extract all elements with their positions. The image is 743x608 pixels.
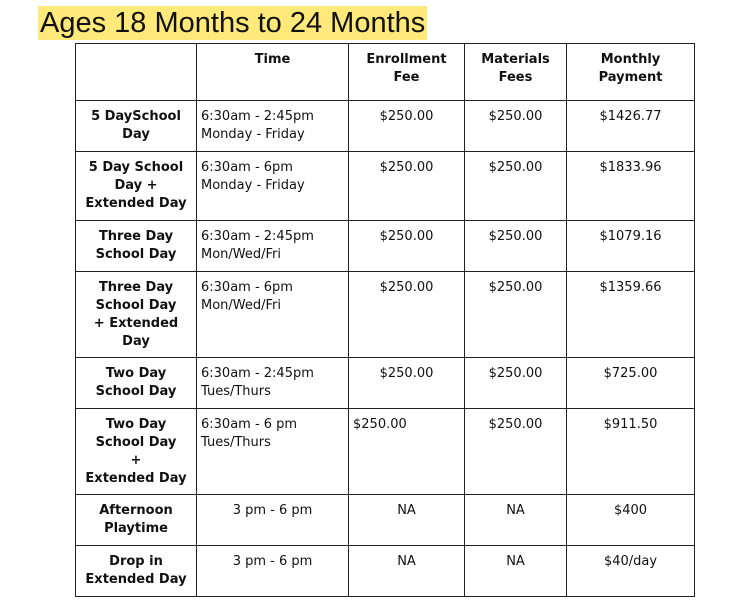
page-title: Ages 18 Months to 24 Months — [40, 7, 426, 39]
materials-fee-cell: $250.00 — [465, 152, 567, 221]
time-cell: 3 pm - 6 pm — [197, 495, 349, 546]
table-row — [76, 409, 695, 495]
time-cell: 6:30am - 6pm Monday - Friday — [197, 152, 349, 221]
header-time: Time — [197, 44, 349, 101]
enrollment-fee-cell: $250.00 — [349, 152, 465, 221]
monthly-payment-cell: $1079.16 — [567, 221, 695, 272]
enrollment-fee-cell: $250.00 — [349, 272, 465, 358]
materials-fee-cell: NA — [465, 546, 567, 597]
fee-table — [75, 43, 695, 597]
table-row — [76, 221, 695, 272]
monthly-payment-cell: $40/day — [567, 546, 695, 597]
header-monthly-payment: Monthly Payment — [567, 44, 695, 101]
table-row — [76, 495, 695, 546]
time-cell: 6:30am - 2:45pm Mon/Wed/Fri — [197, 221, 349, 272]
header-program — [76, 44, 197, 101]
program-cell: 5 Day School Day + Extended Day — [76, 152, 197, 221]
header-enrollment-fee: Enrollment Fee — [349, 44, 465, 101]
time-cell: 6:30am - 2:45pm Monday - Friday — [197, 101, 349, 152]
materials-fee-cell: $250.00 — [465, 272, 567, 358]
program-cell: Three Day School Day — [76, 221, 197, 272]
program-cell: 5 DaySchool Day — [76, 101, 197, 152]
time-cell: 6:30am - 6 pm Tues/Thurs — [197, 409, 349, 495]
time-cell: 3 pm - 6 pm — [197, 546, 349, 597]
enrollment-fee-cell: $250.00 — [349, 101, 465, 152]
monthly-payment-cell: $1359.66 — [567, 272, 695, 358]
table-row — [76, 546, 695, 597]
monthly-payment-cell: $725.00 — [567, 358, 695, 409]
enrollment-fee-cell: NA — [349, 546, 465, 597]
time-cell: 6:30am - 2:45pm Tues/Thurs — [197, 358, 349, 409]
program-cell: Two Day School Day — [76, 358, 197, 409]
table-row — [76, 101, 695, 152]
table-row — [76, 358, 695, 409]
table-header-row — [76, 44, 695, 101]
enrollment-fee-cell: $250.00 — [349, 358, 465, 409]
header-materials-fees: Materials Fees — [465, 44, 567, 101]
time-cell: 6:30am - 6pm Mon/Wed/Fri — [197, 272, 349, 358]
materials-fee-cell: $250.00 — [465, 101, 567, 152]
materials-fee-cell: NA — [465, 495, 567, 546]
materials-fee-cell: $250.00 — [465, 221, 567, 272]
monthly-payment-cell: $911.50 — [567, 409, 695, 495]
enrollment-fee-cell: $250.00 — [349, 409, 465, 495]
monthly-payment-cell: $1426.77 — [567, 101, 695, 152]
program-cell: Afternoon Playtime — [76, 495, 197, 546]
enrollment-fee-cell: NA — [349, 495, 465, 546]
enrollment-fee-cell: $250.00 — [349, 221, 465, 272]
table-row — [76, 272, 695, 358]
materials-fee-cell: $250.00 — [465, 358, 567, 409]
program-cell: Three Day School Day + Extended Day — [76, 272, 197, 358]
program-cell: Drop in Extended Day — [76, 546, 197, 597]
program-cell: Two Day School Day + Extended Day — [76, 409, 197, 495]
materials-fee-cell: $250.00 — [465, 409, 567, 495]
monthly-payment-cell: $400 — [567, 495, 695, 546]
monthly-payment-cell: $1833.96 — [567, 152, 695, 221]
table-row — [76, 152, 695, 221]
